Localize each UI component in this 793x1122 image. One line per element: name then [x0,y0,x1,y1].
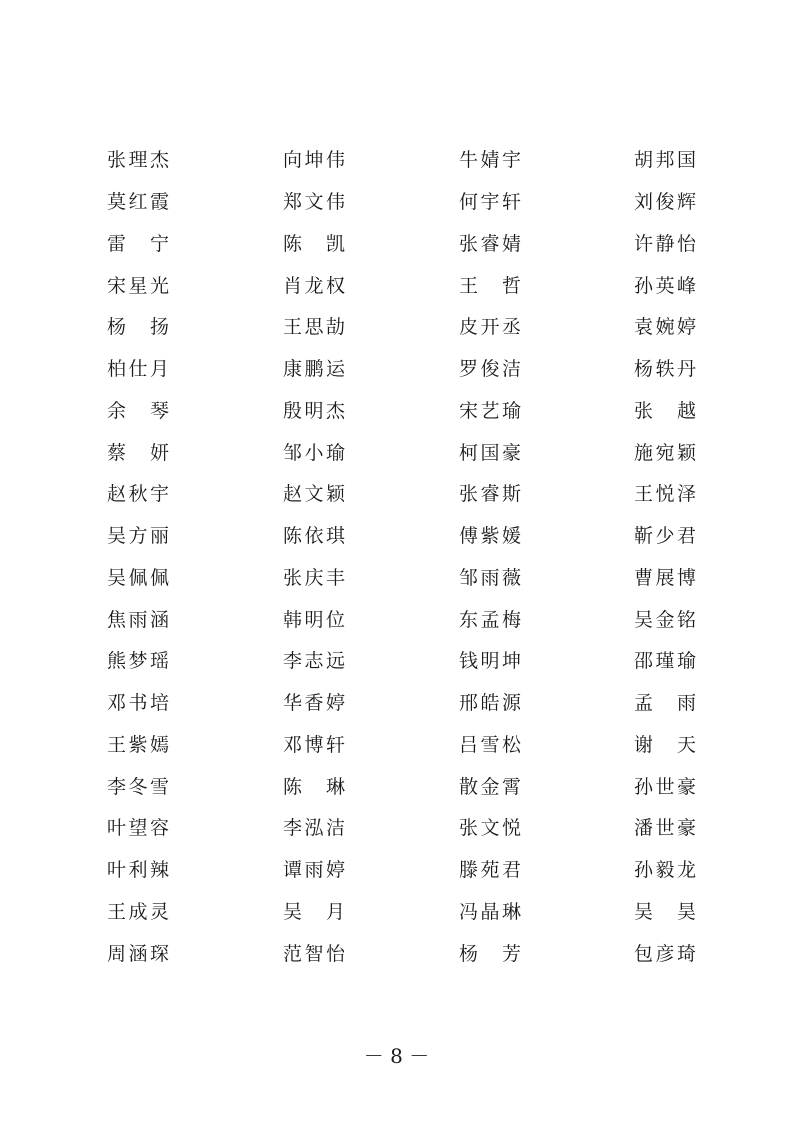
name-row [107,725,696,767]
name-row [107,432,696,474]
name-entry: 张 庆 丰 [283,566,345,589]
name-entry: 周 涵 琛 [107,942,169,965]
name-entry: 施 宛 颖 [634,441,696,464]
name-entry: 牛 婧 宇 [459,149,521,172]
name-entry: 陈 凯 [283,232,345,255]
name-entry: 孟 雨 [634,692,696,715]
name-entry: 吴 金 铭 [634,608,696,631]
name-entry: 杨 芳 [459,942,521,965]
name-entry: 谭 雨 婷 [283,859,345,882]
name-entry: 张 睿 婧 [459,232,521,255]
name-row [107,391,696,433]
name-entry: 杨 扬 [107,316,169,339]
name-entry: 柯 国 豪 [459,441,521,464]
name-entry: 胡 邦 国 [634,149,696,172]
name-row [107,599,696,641]
name-entry: 王 悦 泽 [634,483,696,506]
name-entry: 范 智 怡 [283,942,345,965]
name-entry: 包 彦 琦 [634,942,696,965]
name-entry: 王 成 灵 [107,900,169,923]
name-entry: 张 文 悦 [459,817,521,840]
name-entry: 雷 宁 [107,232,169,255]
name-entry: 陈 琳 [283,775,345,798]
name-entry: 吕 雪 松 [459,733,521,756]
name-entry: 曹 展 博 [634,566,696,589]
name-row [107,182,696,224]
name-entry: 王 紫 嫣 [107,733,169,756]
name-entry: 王 哲 [459,274,521,297]
name-entry: 邹 雨 薇 [459,566,521,589]
name-entry: 叶 望 容 [107,817,169,840]
name-entry: 孙 英 峰 [634,274,696,297]
name-entry: 罗 俊 洁 [459,358,521,381]
name-row [107,850,696,892]
name-entry: 刘 俊 辉 [634,191,696,214]
name-entry: 蔡 妍 [107,441,169,464]
name-entry: 向 坤 伟 [283,149,345,172]
name-row [107,307,696,349]
name-entry: 散 金 霄 [459,775,521,798]
name-row [107,641,696,683]
name-entry: 邓 书 培 [107,692,169,715]
name-entry: 陈 依 琪 [283,525,345,548]
name-entry: 焦 雨 涵 [107,608,169,631]
name-entry: 孙 毅 龙 [634,859,696,882]
name-entry: 吴 方 丽 [107,525,169,548]
name-entry: 张 理 杰 [107,149,169,172]
name-entry: 华 香 婷 [283,692,345,715]
name-entry: 郑 文 伟 [283,191,345,214]
name-entry: 叶 利 辣 [107,859,169,882]
name-entry: 吴 佩 佩 [107,566,169,589]
name-row [107,558,696,600]
name-entry: 靳 少 君 [634,525,696,548]
name-entry: 吴 昊 [634,900,696,923]
name-row [107,474,696,516]
name-entry: 宋 星 光 [107,274,169,297]
name-entry: 李 志 远 [283,650,345,673]
name-entry: 潘 世 豪 [634,817,696,840]
name-row [107,766,696,808]
name-entry: 邢 皓 源 [459,692,521,715]
name-entry: 许 静 怡 [634,232,696,255]
name-entry: 张 越 [634,399,696,422]
name-entry: 赵 秋 宇 [107,483,169,506]
name-entry: 何 宇 轩 [459,191,521,214]
name-list-grid [107,140,696,975]
name-entry: 吴 月 [283,900,345,923]
name-entry: 熊 梦 瑶 [107,650,169,673]
name-entry: 赵 文 颖 [283,483,345,506]
name-entry: 孙 世 豪 [634,775,696,798]
name-entry: 邓 博 轩 [283,733,345,756]
name-entry: 邹 小 瑜 [283,441,345,464]
name-entry: 宋 艺 瑜 [459,399,521,422]
name-row [107,349,696,391]
name-entry: 肖 龙 权 [283,274,345,297]
name-entry: 杨 轶 丹 [634,358,696,381]
name-row [107,892,696,934]
name-entry: 李 泓 洁 [283,817,345,840]
page-number: － 8 － [363,1044,430,1068]
name-entry: 韩 明 位 [283,608,345,631]
name-row [107,516,696,558]
name-entry: 李 冬 雪 [107,775,169,798]
name-entry: 莫 红 霞 [107,191,169,214]
name-entry: 康 鹏 运 [283,358,345,381]
name-entry: 皮 开 丞 [459,316,521,339]
name-entry: 冯 晶 琳 [459,900,521,923]
name-entry: 柏 仕 月 [107,358,169,381]
name-entry: 滕 苑 君 [459,859,521,882]
name-row [107,140,696,182]
name-entry: 余 琴 [107,399,169,422]
name-entry: 殷 明 杰 [283,399,345,422]
name-row [107,224,696,266]
name-entry: 袁 婉 婷 [634,316,696,339]
name-entry: 邵 瑾 瑜 [634,650,696,673]
name-entry: 张 睿 斯 [459,483,521,506]
name-entry: 东 孟 梅 [459,608,521,631]
name-row [107,808,696,850]
name-entry: 王 思 劼 [283,316,345,339]
name-row [107,683,696,725]
name-row [107,265,696,307]
name-entry: 傅 紫 媛 [459,525,521,548]
name-entry: 钱 明 坤 [459,650,521,673]
name-row [107,933,696,975]
name-entry: 谢 天 [634,733,696,756]
